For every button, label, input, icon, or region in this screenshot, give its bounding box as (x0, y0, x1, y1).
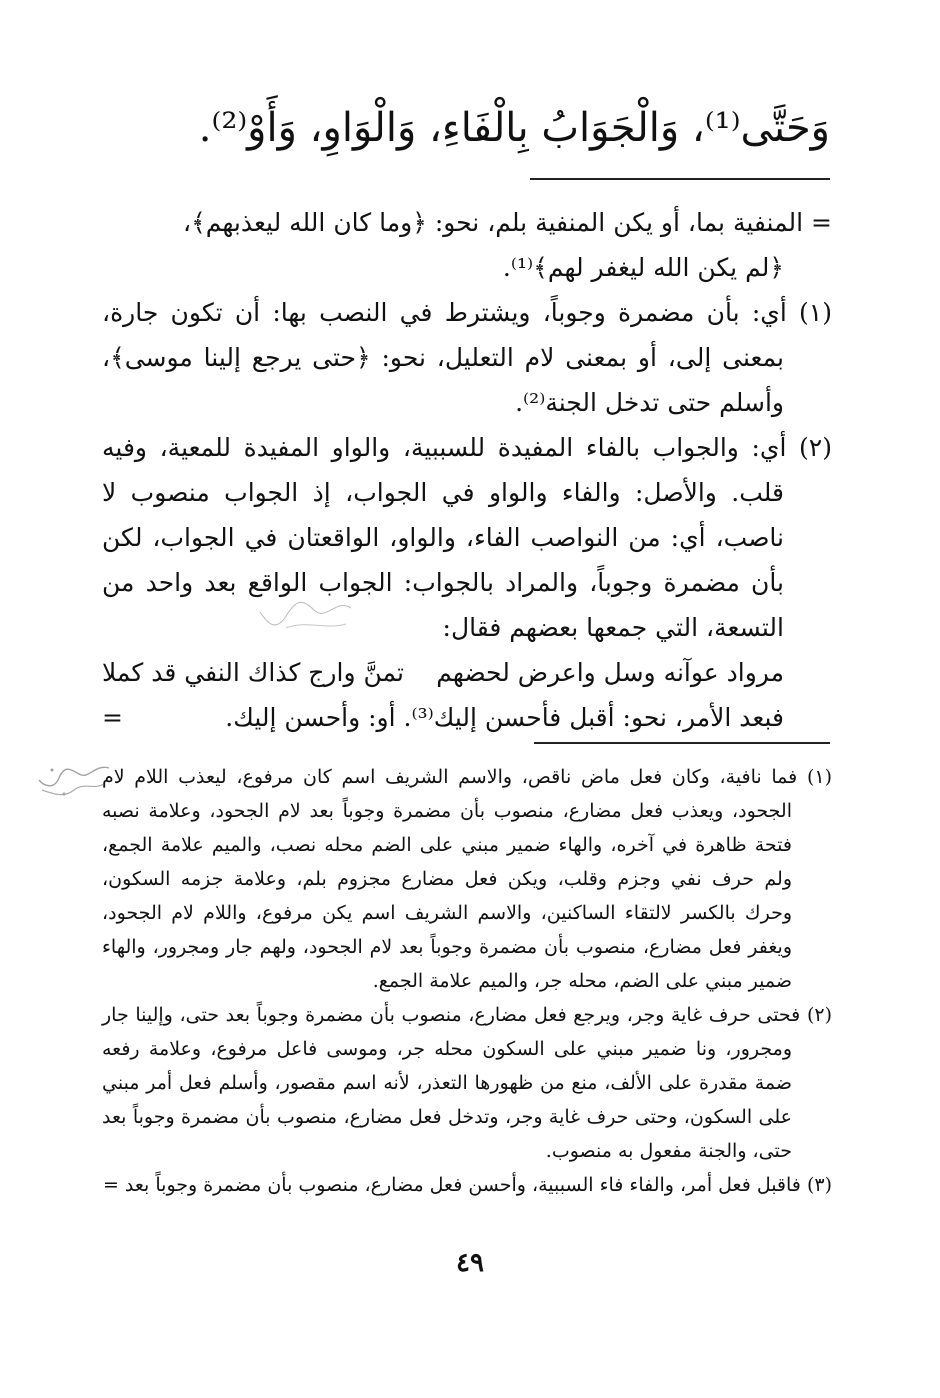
commentary-note-1-label: (١) (799, 298, 832, 327)
commentary-note-2-label: (٢) (799, 433, 832, 462)
commentary-continuation-2: ﴿لم يكن الله ليغفر لهم﴾⁽¹⁾. (502, 253, 784, 282)
footnote-1-text: فما نافية، وكان فعل ماض ناقص، والاسم الشريف اسم كان مرفوع، ليعذب اللام لام الجحود، ويعذب فعل مضارع، منصوب بأن مضمرة وجوباً بعد لام الجحود، وعلامة نصبه فتحة ظاهرة في آخره، والهاء ضمير مبني على الضم محله نصب، والميم علامة الجمع، ولم حرف نفي وجزم وقلب، ويكن فعل مضارع مجزوم بلم، وعلامة جزمه السكون، وحرك بالكسر لالتقاء الساكنين، والاسم الشريف اسم يكن مرفوع، واللام لام الجحود، ويغفر فعل مضارع، منصوب بأن مضمرة وجوباً بعد لام الجحود، ولهم جار ومجرور، والهاء ضمير مبني على الضم، محله جر، والميم علامة الجمع. (102, 766, 798, 992)
footnotes-block (102, 760, 832, 1202)
footnote-1-label: (١) (806, 766, 832, 788)
footnote-3-label: (٣) (806, 1174, 832, 1196)
handwritten-marginal-note (34, 760, 114, 800)
verse-separator-rule (530, 178, 830, 180)
footnote-3 (102, 1168, 832, 1202)
verse-line: وَحَتَّى⁽¹⁾، وَالْجَوَابُ بِالْفَاءِ، وَالْوَاوِ، وَأَوْ⁽²⁾. (198, 105, 830, 151)
commentary-block (102, 200, 832, 740)
commentary-note-1-text: أي: بأن مضمرة وجوباً، ويشترط في النصب بها: أن تكون جارة، بمعنى إلى، أو بمعنى لام التعليل، نحو: ﴿حتى يرجع إلينا موسى﴾، وأسلم حتى تدخل الجنة⁽²⁾. (102, 298, 787, 417)
page-number: ٤٩ (456, 1248, 484, 1278)
footnote-1 (102, 760, 832, 998)
footnote-2 (102, 998, 832, 1168)
footnote-3-text: فاقبل فعل أمر، والفاء فاء السببية، وأحسن فعل مضارع، منصوب بأن مضمرة وجوباً بعد = (102, 1174, 801, 1196)
commentary-last-line (102, 695, 832, 740)
commentary-note-2-text: أي: والجواب بالفاء المفيدة للسببية، والواو المفيدة للمعية، وفيه قلب. والأصل: والفاء والواو في الجواب، إذ الجواب منصوب لا ناصب، أي: من النواصب الفاء، والواو، الواقعتان في الجواب، لكن بأن مضمرة وجوباً، والمراد بالجواب: الجواب الواقع بعد واحد من التسعة، التي جمعها بعضهم فقال: (102, 433, 787, 642)
commentary-continuation-1: = المنفية بما، أو يكن المنفية بلم، نحو: ﴿وما كان الله ليعذبهم﴾، (183, 208, 832, 237)
footnote-2-text: فحتى حرف غاية وجر، ويرجع فعل مضارع، منصوب بأن مضمرة وجوباً بعد حتى، وإلينا جار ومجرور، ونا ضمير مبني على السكون محله جر، وموسى فاعل مرفوع، وعلامة رفعه ضمة مقدرة على الألف، منع من ظهورها التعذر، لأنه اسم مقصور، وأسلم فعل أمر مبني على السكون، وحتى حرف غاية وجر، وتدخل فعل مضارع، منصوب بأن مضمرة وجوباً بعد حتى، والجنة مفعول به منصوب. (102, 1004, 801, 1162)
faint-stamp-mark (256, 594, 356, 634)
commentary-last-text: فبعد الأمر، نحو: أقبل فأحسن إليك⁽³⁾. أو: وأحسن إليك. (225, 703, 784, 732)
poem-hemistich-left: تمنَّ وارج كذاك النفي قد كملا (102, 658, 404, 687)
poem-verse (102, 650, 832, 695)
footnote-2-label: (٢) (806, 1004, 832, 1026)
continuation-mark: = (102, 703, 123, 732)
poem-hemistich-right: مرواد عوآنه وسل واعرض لحضهم (436, 658, 784, 687)
commentary-note-2 (102, 425, 832, 650)
footnote-separator-rule (534, 742, 830, 744)
commentary-note-1 (102, 290, 832, 425)
